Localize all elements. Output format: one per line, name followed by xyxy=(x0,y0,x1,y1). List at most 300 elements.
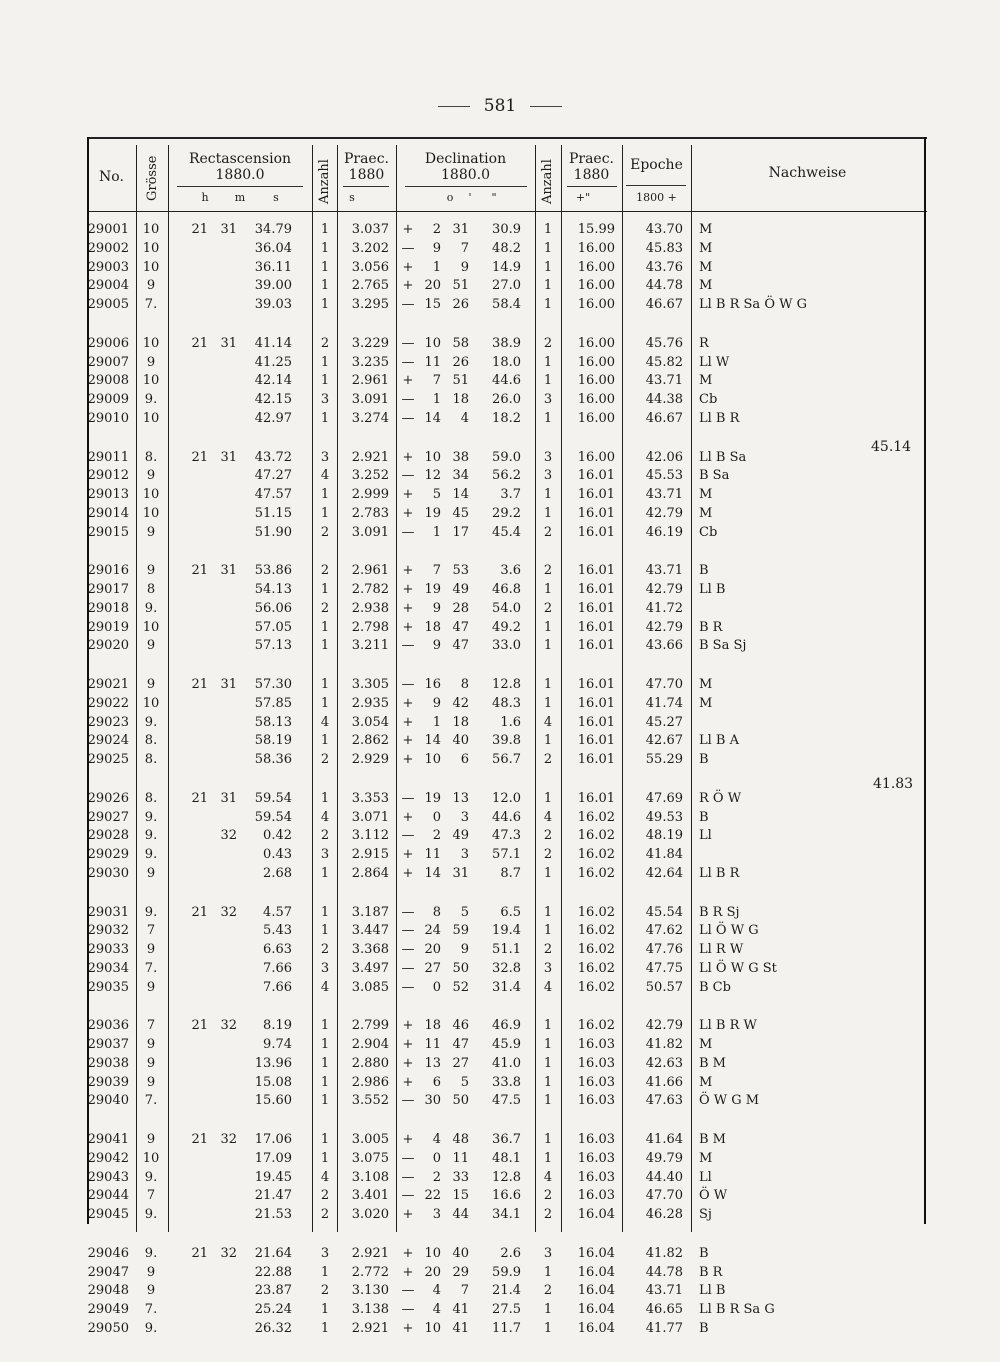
epoch-cell: 47.70 xyxy=(645,677,683,692)
decl-degrees-cell: 10 xyxy=(424,449,441,465)
decl-seconds-cell: 46.9 xyxy=(492,1018,521,1034)
decl-sign-cell: + xyxy=(402,865,414,881)
decl-seconds-cell: 44.6 xyxy=(492,373,521,389)
magnitude-cell: 10 xyxy=(142,222,160,237)
ra-count-cell: 2 xyxy=(320,335,330,351)
epoch-cell: 44.38 xyxy=(645,392,683,407)
decl-count-cell: 2 xyxy=(543,828,553,844)
decl-seconds-cell: 29.2 xyxy=(492,505,521,521)
decl-seconds-cell: 18.2 xyxy=(492,410,521,426)
magnitude-cell: 9 xyxy=(146,1264,156,1280)
ra-seconds-cell: 39.03 xyxy=(254,297,292,312)
magnitude-cell: 9 xyxy=(146,468,156,484)
star-number-cell: 29013 xyxy=(87,487,129,502)
decl-seconds-cell: 45.4 xyxy=(492,524,521,540)
ra-precession-cell: 3.552 xyxy=(351,1093,389,1109)
decl-degrees-cell: 6 xyxy=(432,1074,441,1090)
decl-degrees-cell: 3 xyxy=(432,1207,441,1222)
decl-minutes-cell: 26 xyxy=(452,354,469,370)
ra-seconds-cell: 42.97 xyxy=(254,410,292,426)
decl-seconds-cell: 51.1 xyxy=(492,942,521,957)
magnitude-cell: 8. xyxy=(144,752,158,767)
decl-seconds-cell: 27.0 xyxy=(492,278,521,294)
decl-sign-cell: + xyxy=(402,222,414,237)
decl-count-cell: 3 xyxy=(543,468,553,484)
decl-minutes-cell: 11 xyxy=(452,1150,469,1166)
ra-seconds-cell: 53.86 xyxy=(254,563,292,579)
ra-precession-cell: 2.862 xyxy=(351,733,389,749)
magnitude-cell: 9 xyxy=(146,942,156,957)
magnitude-cell: 9 xyxy=(146,677,156,692)
decl-precession-cell: 16.02 xyxy=(577,923,615,939)
decl-minutes-cell: 38 xyxy=(452,449,469,465)
ra-minutes-cell: 31 xyxy=(220,449,237,465)
ra-seconds-cell: 41.14 xyxy=(254,335,292,351)
magnitude-cell: 9. xyxy=(144,1245,158,1261)
decl-precession-cell: 16.00 xyxy=(577,297,615,312)
epoch-cell: 42.79 xyxy=(645,505,683,521)
decl-minutes-cell: 31 xyxy=(452,222,469,237)
header-decl-deg: o xyxy=(446,191,454,204)
ra-minutes-cell: 31 xyxy=(220,563,237,579)
star-number-cell: 29021 xyxy=(87,677,129,692)
ra-precession-cell: 2.772 xyxy=(351,1264,389,1280)
ra-precession-cell: 3.229 xyxy=(351,335,389,351)
decl-count-cell: 1 xyxy=(543,923,553,939)
decl-sign-cell: — xyxy=(401,828,415,844)
decl-minutes-cell: 13 xyxy=(452,790,469,806)
magnitude-cell: 10 xyxy=(142,505,160,521)
decl-seconds-cell: 48.2 xyxy=(492,240,521,256)
decl-count-cell: 2 xyxy=(543,752,553,767)
ra-precession-cell: 3.274 xyxy=(351,410,389,426)
decl-seconds-cell: 1.6 xyxy=(500,714,521,730)
decl-minutes-cell: 14 xyxy=(452,487,469,502)
ra-seconds-cell: 56.06 xyxy=(254,600,292,616)
ra-count-cell: 4 xyxy=(320,714,330,730)
magnitude-cell: 8. xyxy=(144,733,158,749)
decl-precession-cell: 16.00 xyxy=(577,335,615,351)
decl-count-cell: 3 xyxy=(543,960,553,976)
table-top-rule xyxy=(87,137,927,139)
sources-cell: Cb xyxy=(699,392,718,407)
magnitude-cell: 10 xyxy=(142,373,160,389)
epoch-cell: 42.79 xyxy=(645,619,683,635)
decl-minutes-cell: 48 xyxy=(452,1132,469,1147)
ra-count-cell: 2 xyxy=(320,828,330,844)
decl-precession-cell: 16.00 xyxy=(577,410,615,426)
decl-precession-cell: 16.01 xyxy=(577,582,615,597)
ra-seconds-cell: 58.19 xyxy=(254,733,292,749)
magnitude-cell: 7. xyxy=(144,960,158,976)
epoch-cell: 49.53 xyxy=(645,809,683,825)
star-number-cell: 29043 xyxy=(87,1169,129,1185)
decl-sign-cell: — xyxy=(401,524,415,540)
header-ra-underline xyxy=(177,186,303,187)
ra-precession-cell: 3.211 xyxy=(351,638,389,654)
ra-precession-cell: 2.783 xyxy=(351,505,389,521)
star-number-cell: 29002 xyxy=(87,240,129,256)
ra-precession-cell: 3.252 xyxy=(351,468,389,484)
decl-precession-cell: 16.03 xyxy=(577,1093,615,1109)
decl-count-cell: 1 xyxy=(543,354,553,370)
decl-sign-cell: + xyxy=(402,1037,414,1052)
magnitude-cell: 10 xyxy=(142,1150,160,1166)
star-number-cell: 29011 xyxy=(87,449,129,465)
ra-count-cell: 3 xyxy=(320,847,330,862)
decl-seconds-cell: 59.0 xyxy=(492,449,521,465)
ra-precession-cell: 3.075 xyxy=(351,1150,389,1166)
sources-cell: R Ö W xyxy=(699,790,742,806)
star-number-cell: 29034 xyxy=(87,960,129,976)
decl-degrees-cell: 30 xyxy=(424,1093,441,1109)
ra-minutes-cell: 31 xyxy=(220,677,237,692)
sources-cell: M xyxy=(699,240,713,256)
decl-count-cell: 1 xyxy=(543,1302,553,1317)
decl-sign-cell: — xyxy=(401,979,415,995)
epoch-cell: 41.66 xyxy=(645,1074,683,1090)
decl-seconds-cell: 33.0 xyxy=(492,638,521,654)
sources-cell: Ll B R Sa G xyxy=(699,1302,775,1317)
magnitude-cell: 7 xyxy=(146,1018,156,1034)
ra-precession-cell: 2.798 xyxy=(351,619,389,635)
star-number-cell: 29040 xyxy=(87,1093,129,1109)
decl-precession-cell: 16.01 xyxy=(577,677,615,692)
ra-seconds-cell: 6.63 xyxy=(263,942,292,957)
header-groesse: Grösse xyxy=(145,155,160,201)
ra-precession-cell: 3.056 xyxy=(351,259,389,275)
decl-minutes-cell: 51 xyxy=(452,278,469,294)
decl-precession-cell: 16.01 xyxy=(577,468,615,484)
decl-precession-cell: 16.01 xyxy=(577,752,615,767)
decl-seconds-cell: 56.7 xyxy=(492,752,521,767)
ra-hours-cell: 21 xyxy=(191,1132,208,1147)
ra-count-cell: 3 xyxy=(320,449,330,465)
sources-cell: B M xyxy=(699,1132,726,1147)
decl-minutes-cell: 26 xyxy=(452,297,469,312)
decl-minutes-cell: 17 xyxy=(452,524,469,540)
decl-seconds-cell: 47.5 xyxy=(492,1093,521,1109)
decl-degrees-cell: 4 xyxy=(432,1283,441,1299)
decl-minutes-cell: 47 xyxy=(452,619,469,635)
decl-sign-cell: — xyxy=(401,1188,415,1204)
decl-minutes-cell: 3 xyxy=(460,847,469,862)
decl-count-cell: 3 xyxy=(543,392,553,407)
ra-count-cell: 1 xyxy=(320,1018,330,1034)
decl-precession-cell: 16.00 xyxy=(577,259,615,275)
epoch-cell: 42.79 xyxy=(645,1018,683,1034)
decl-precession-cell: 16.02 xyxy=(577,809,615,825)
decl-seconds-cell: 3.6 xyxy=(500,563,521,579)
decl-precession-cell: 16.00 xyxy=(577,278,615,294)
epoch-cell: 42.06 xyxy=(645,449,683,465)
sources-cell: Cb xyxy=(699,524,718,540)
decl-sign-cell: — xyxy=(401,392,415,407)
sources-cell: B Sa Sj xyxy=(699,638,747,654)
ra-count-cell: 1 xyxy=(320,487,330,502)
ra-seconds-cell: 57.85 xyxy=(254,695,292,711)
decl-seconds-cell: 45.9 xyxy=(492,1037,521,1052)
decl-minutes-cell: 18 xyxy=(452,392,469,407)
ra-precession-cell: 3.130 xyxy=(351,1283,389,1299)
ra-seconds-cell: 2.68 xyxy=(263,865,292,881)
ra-precession-cell: 3.138 xyxy=(351,1302,389,1317)
decl-minutes-cell: 40 xyxy=(452,733,469,749)
ra-seconds-cell: 7.66 xyxy=(263,960,292,976)
ra-precession-cell: 2.938 xyxy=(351,600,389,616)
magnitude-cell: 9 xyxy=(146,1055,156,1071)
decl-seconds-cell: 19.4 xyxy=(492,923,521,939)
decl-precession-cell: 15.99 xyxy=(577,222,615,237)
epoch-cell: 47.70 xyxy=(645,1188,683,1204)
sources-cell: M xyxy=(699,1074,713,1090)
decl-minutes-cell: 46 xyxy=(452,1018,469,1034)
decl-sign-cell: — xyxy=(401,1169,415,1185)
ra-precession-cell: 3.091 xyxy=(351,392,389,407)
epoch-cell: 55.29 xyxy=(645,752,683,767)
epoch-cell: 46.19 xyxy=(645,524,683,540)
star-number-cell: 29035 xyxy=(87,979,129,995)
magnitude-cell: 8. xyxy=(144,790,158,806)
decl-seconds-cell: 57.1 xyxy=(492,847,521,862)
sources-cell: M xyxy=(699,1037,713,1052)
ra-seconds-cell: 42.15 xyxy=(254,392,292,407)
sources-cell: R xyxy=(699,335,709,351)
ra-precession-cell: 3.091 xyxy=(351,524,389,540)
epoch-cell: 49.79 xyxy=(645,1150,683,1166)
ra-count-cell: 1 xyxy=(320,259,330,275)
decl-sign-cell: + xyxy=(402,449,414,465)
star-number-cell: 29037 xyxy=(87,1037,129,1052)
ra-count-cell: 1 xyxy=(320,1264,330,1280)
decl-degrees-cell: 2 xyxy=(432,222,441,237)
ra-seconds-cell: 36.04 xyxy=(254,240,292,256)
star-number-cell: 29038 xyxy=(87,1055,129,1071)
ra-precession-cell: 2.799 xyxy=(351,1018,389,1034)
decl-sign-cell: + xyxy=(402,487,414,502)
ra-count-cell: 2 xyxy=(320,524,330,540)
header-anzahl-1: Anzahl xyxy=(317,159,332,204)
decl-seconds-cell: 14.9 xyxy=(492,259,521,275)
ra-precession-cell: 3.187 xyxy=(351,904,389,920)
star-number-cell: 29050 xyxy=(87,1320,129,1336)
decl-count-cell: 4 xyxy=(543,809,553,825)
decl-minutes-cell: 7 xyxy=(460,240,469,256)
magnitude-cell: 9 xyxy=(146,979,156,995)
ra-seconds-cell: 22.88 xyxy=(254,1264,292,1280)
decl-precession-cell: 16.00 xyxy=(577,354,615,370)
ra-count-cell: 1 xyxy=(320,222,330,237)
ra-precession-cell: 3.108 xyxy=(351,1169,389,1185)
decl-precession-cell: 16.04 xyxy=(577,1283,615,1299)
decl-degrees-cell: 13 xyxy=(424,1055,441,1071)
decl-seconds-cell: 49.2 xyxy=(492,619,521,635)
decl-degrees-cell: 5 xyxy=(432,487,441,502)
decl-minutes-cell: 31 xyxy=(452,865,469,881)
star-number-cell: 29025 xyxy=(87,752,129,767)
decl-count-cell: 2 xyxy=(543,600,553,616)
sources-cell: B R xyxy=(699,619,723,635)
decl-precession-cell: 16.00 xyxy=(577,240,615,256)
epoch-cell: 46.67 xyxy=(645,410,683,426)
epoch-cell: 50.57 xyxy=(645,979,683,995)
decl-count-cell: 1 xyxy=(543,1037,553,1052)
magnitude-cell: 9. xyxy=(144,1320,158,1336)
decl-degrees-cell: 2 xyxy=(432,1169,441,1185)
ra-precession-cell: 2.986 xyxy=(351,1074,389,1090)
decl-precession-cell: 16.02 xyxy=(577,904,615,920)
epoch-cell: 42.79 xyxy=(645,582,683,597)
ra-count-cell: 1 xyxy=(320,1320,330,1336)
ra-count-cell: 4 xyxy=(320,809,330,825)
magnitude-cell: 9 xyxy=(146,638,156,654)
decl-seconds-cell: 2.6 xyxy=(500,1245,521,1261)
decl-precession-cell: 16.02 xyxy=(577,979,615,995)
ra-seconds-cell: 58.13 xyxy=(254,714,292,730)
decl-count-cell: 1 xyxy=(543,733,553,749)
decl-sign-cell: + xyxy=(402,847,414,862)
star-number-cell: 29044 xyxy=(87,1188,129,1204)
ra-count-cell: 1 xyxy=(320,1037,330,1052)
epoch-cell: 43.76 xyxy=(645,259,683,275)
magnitude-cell: 9. xyxy=(144,904,158,920)
decl-degrees-cell: 10 xyxy=(424,1320,441,1336)
ra-seconds-cell: 57.05 xyxy=(254,619,292,635)
decl-count-cell: 1 xyxy=(543,410,553,426)
sources-cell: B M xyxy=(699,1055,726,1071)
magnitude-cell: 9 xyxy=(146,278,156,294)
decl-degrees-cell: 11 xyxy=(424,847,441,862)
epoch-cell: 41.82 xyxy=(645,1037,683,1052)
decl-precession-cell: 16.01 xyxy=(577,790,615,806)
epoch-cell: 41.84 xyxy=(645,847,683,862)
sources-cell: Ll B xyxy=(699,582,726,597)
epoch-cell: 47.63 xyxy=(645,1093,683,1109)
ra-seconds-cell: 4.57 xyxy=(263,904,292,920)
decl-count-cell: 1 xyxy=(543,638,553,654)
ra-count-cell: 1 xyxy=(320,505,330,521)
ra-minutes-cell: 32 xyxy=(220,904,237,920)
magnitude-cell: 9. xyxy=(144,714,158,730)
header-no: No. xyxy=(99,169,124,185)
star-number-cell: 29020 xyxy=(87,638,129,654)
decl-degrees-cell: 11 xyxy=(424,1037,441,1052)
ra-count-cell: 1 xyxy=(320,695,330,711)
ra-minutes-cell: 32 xyxy=(220,1245,237,1261)
decl-count-cell: 4 xyxy=(543,714,553,730)
decl-sign-cell: + xyxy=(402,1018,414,1034)
table-header-rule xyxy=(87,211,927,212)
decl-sign-cell: — xyxy=(401,410,415,426)
ra-count-cell: 1 xyxy=(320,619,330,635)
decl-seconds-cell: 59.9 xyxy=(492,1264,521,1280)
epoch-cell: 41.82 xyxy=(645,1245,683,1261)
decl-seconds-cell: 32.8 xyxy=(492,960,521,976)
ra-count-cell: 2 xyxy=(320,600,330,616)
ra-precession-cell: 2.999 xyxy=(351,487,389,502)
sources-cell: Ll W xyxy=(699,354,730,370)
decl-degrees-cell: 10 xyxy=(424,752,441,767)
header-anzahl-2: Anzahl xyxy=(540,159,555,204)
decl-minutes-cell: 4 xyxy=(460,410,469,426)
decl-minutes-cell: 34 xyxy=(452,468,469,484)
star-number-cell: 29031 xyxy=(87,904,129,920)
magnitude-cell: 8. xyxy=(144,449,158,465)
epoch-cell: 45.54 xyxy=(645,904,683,920)
header-ra-s: s xyxy=(273,191,279,204)
decl-degrees-cell: 19 xyxy=(424,790,441,806)
sources-cell: Sj xyxy=(699,1207,712,1222)
star-number-cell: 29012 xyxy=(87,468,129,484)
ra-seconds-cell: 17.09 xyxy=(254,1150,292,1166)
decl-degrees-cell: 11 xyxy=(424,354,441,370)
magnitude-cell: 10 xyxy=(142,335,160,351)
ra-seconds-cell: 26.32 xyxy=(254,1320,292,1336)
epoch-cell: 41.74 xyxy=(645,695,683,711)
decl-degrees-cell: 27 xyxy=(424,960,441,976)
decl-seconds-cell: 44.6 xyxy=(492,809,521,825)
decl-count-cell: 2 xyxy=(543,847,553,862)
star-number-cell: 29036 xyxy=(87,1018,129,1034)
decl-minutes-cell: 52 xyxy=(452,979,469,995)
sources-cell: Ll B R xyxy=(699,865,740,881)
epoch-cell: 45.76 xyxy=(645,335,683,351)
sources-cell: B xyxy=(699,1245,709,1261)
decl-count-cell: 2 xyxy=(543,942,553,957)
header-declination: Declination xyxy=(424,151,507,167)
decl-sign-cell: — xyxy=(401,468,415,484)
ra-count-cell: 1 xyxy=(320,923,330,939)
header-epoche: Epoche xyxy=(630,157,683,173)
decl-precession-cell: 16.04 xyxy=(577,1245,615,1261)
decl-count-cell: 1 xyxy=(543,373,553,389)
decl-degrees-cell: 7 xyxy=(432,563,441,579)
column-divider xyxy=(622,145,623,1232)
decl-seconds-cell: 33.8 xyxy=(492,1074,521,1090)
decl-count-cell: 1 xyxy=(543,1132,553,1147)
decl-minutes-cell: 5 xyxy=(460,1074,469,1090)
decl-precession-cell: 16.04 xyxy=(577,1207,615,1222)
star-catalogue-table xyxy=(87,137,927,1336)
decl-sign-cell: — xyxy=(401,335,415,351)
ra-precession-cell: 2.929 xyxy=(351,752,389,767)
decl-sign-cell: + xyxy=(402,505,414,521)
ra-count-cell: 1 xyxy=(320,240,330,256)
decl-precession-cell: 16.01 xyxy=(577,638,615,654)
sources-cell: B xyxy=(699,563,709,579)
sources-cell: Ll Ö W G St xyxy=(699,960,777,976)
decl-count-cell: 2 xyxy=(543,524,553,540)
magnitude-cell: 10 xyxy=(142,619,160,635)
decl-minutes-cell: 41 xyxy=(452,1302,469,1317)
sources-cell: Ll xyxy=(699,828,712,844)
decl-degrees-cell: 7 xyxy=(432,373,441,389)
magnitude-cell: 10 xyxy=(142,259,160,275)
star-number-cell: 29033 xyxy=(87,942,129,957)
epoch-cell: 46.67 xyxy=(645,297,683,312)
decl-count-cell: 1 xyxy=(543,677,553,692)
ra-count-cell: 3 xyxy=(320,960,330,976)
decl-degrees-cell: 12 xyxy=(424,468,441,484)
decl-count-cell: 1 xyxy=(543,790,553,806)
magnitude-cell: 10 xyxy=(142,410,160,426)
decl-minutes-cell: 58 xyxy=(452,335,469,351)
decl-sign-cell: — xyxy=(401,1150,415,1166)
header-praec-year: 1880 xyxy=(348,167,385,183)
magnitude-cell: 10 xyxy=(142,487,160,502)
sources-cell: Ll Ö W G xyxy=(699,923,759,939)
decl-degrees-cell: 8 xyxy=(432,904,441,920)
